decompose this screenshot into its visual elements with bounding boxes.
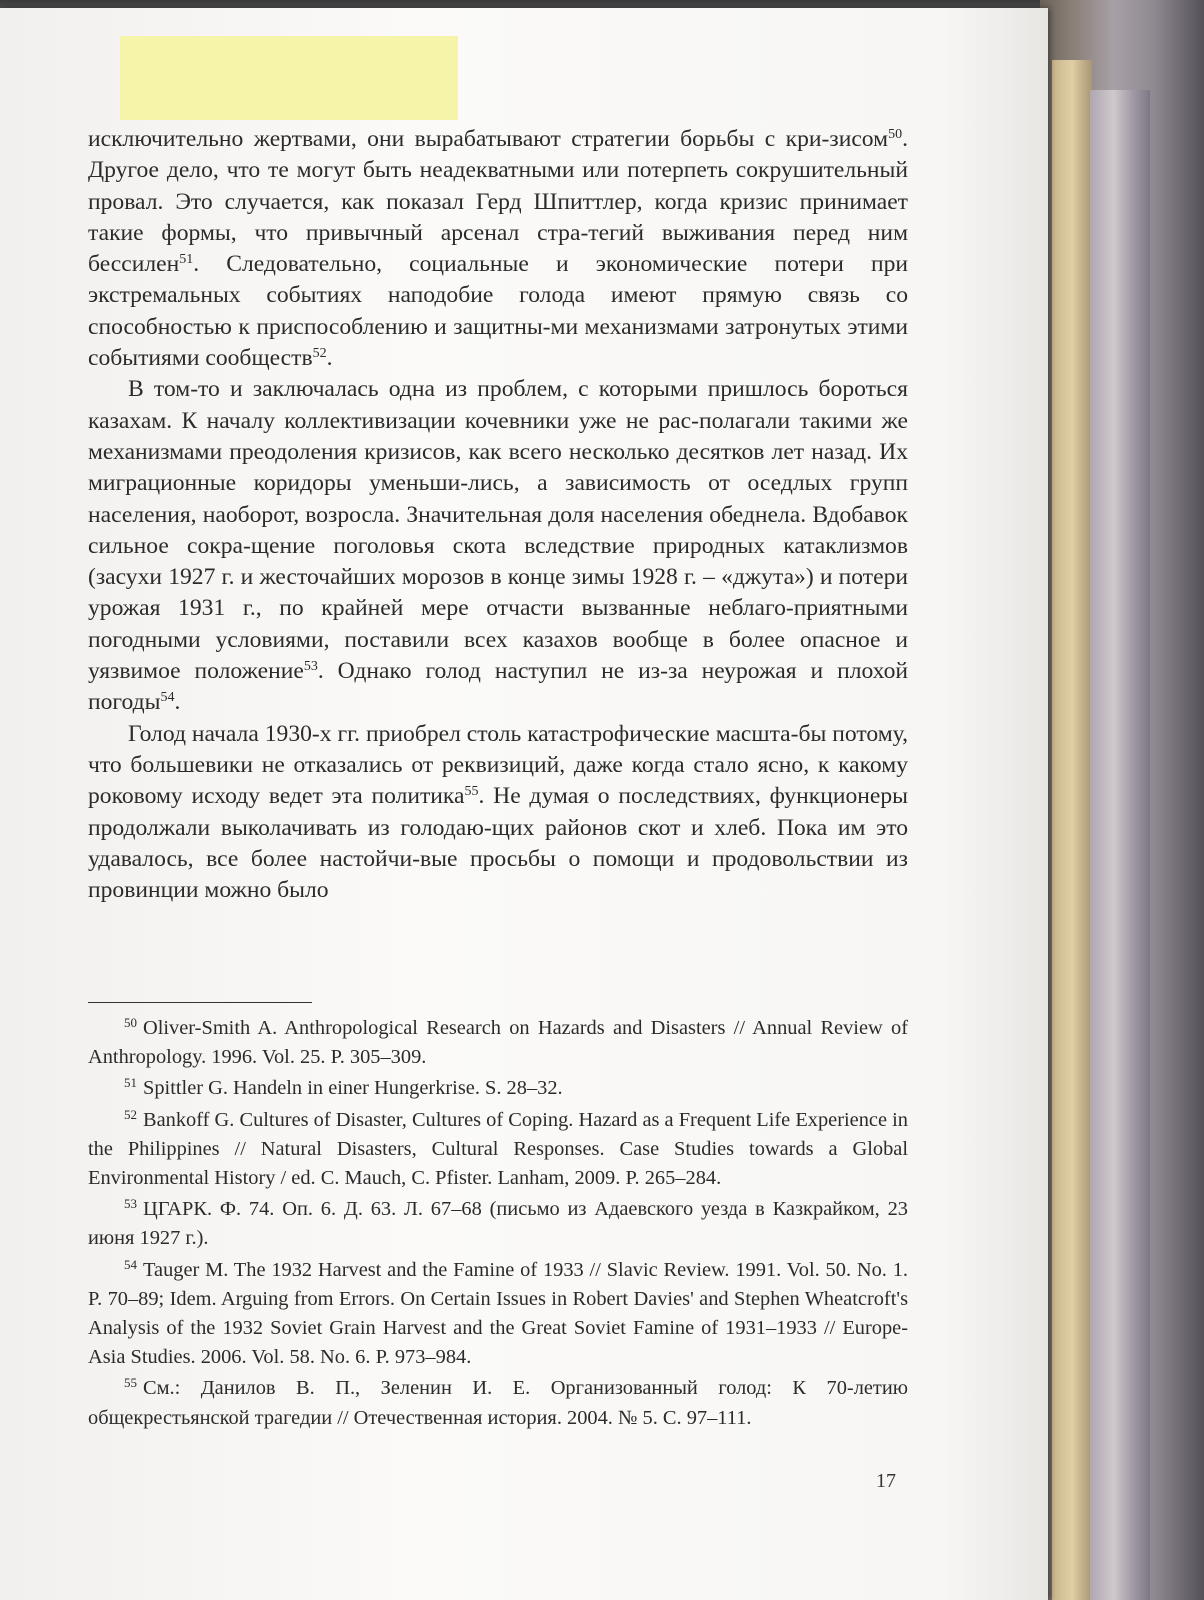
footnote-ref-52: 52 [312,346,327,362]
book-page [0,8,1048,1600]
paragraph-3: Голод начала 1930-х гг. приобрел столь катастрофические масшта-бы потому, что большевики не отказались от реквизиций, даже когда стало ясно, к какому роковому исходу ведет эта политика$^{55}$. Не думая о последствиях, функционеры продолжали выколачивать из голодаю-щих районов скот и хлеб. Пока им это удавалось, все более настойчи-вые просьбы о помощи и продовольствии из провинции можно было [88,720,908,904]
footnote-53: $^{53}$ ЦГАРК. Ф. 74. Оп. 6. Д. 63. Л. 67–68 (письмо из Адаевского уезда в Казкрайком, 23 июня 1927 г.). [88,1196,908,1250]
footnote-52: $^{52}$ Bankoff G. Cultures of Disaster, Cultures of Coping. Hazard as a Frequent Life Experience in the Philippines // Natural Disasters, Cultural Responses. Case Studies towards a Global Environmental History / ed. C. Mauch, C. Pfister. Lanham, 2009. P. 265–284. [88,1106,908,1190]
paragraph-2: В том-то и заключалась одна из проблем, с которыми пришлось бороться казахам. К началу коллективизации кочевники уже не рас-полагали такими же механизмами преодоления кризисов, как всего несколько десятков лет назад. Их миграционные коридоры уменьши-лись, а зависимость от оседлых групп населения, наоборот, возросла. Значительная доля населения обеднела. Вдобавок сильное сокра-щение поголовья скота вследствие природных катаклизмов (засухи 1927 г. и жесточайших морозов в конце зимы 1928 г. – «джута») и потери урожая 1931 г., по крайней мере отчасти вызванные неблаго-приятными погодными условиями, поставили всех казахов вообще в более опасное и уязвимое положение$^{53}$. Однако голод наступил не из-за неурожая и плохой погоды$^{54}$. [88,376,908,716]
footnote-55: $^{55}$ См.: Данилов В. П., Зеленин И. Е. Организованный голод: К 70-летию общекрестьянской трагедии // Отечественная история. 2004. № 5. С. 97–111. [88,1375,908,1429]
footnote-ref-54: 54 [160,690,175,706]
footnote-ref-51: 51 [179,252,194,268]
book-cover-edge [1090,90,1150,1600]
main-text [88,124,908,906]
footnote-ref-53: 53 [303,659,318,675]
footnote-51: $^{51}$ Spittler G. Handeln in einer Hungerkrise. S. 28–32. [124,1075,563,1100]
page-edges [1052,60,1092,1600]
footnote-ref-55: 55 [464,784,479,800]
footnote-ref-50: 50 [888,127,903,142]
footnote-divider [88,1002,312,1003]
paragraph-1: исключительно жертвами, они вырабатывают стратегии борьбы с кри-зисом$^{50}$. Другое дело, что те могут быть неадекватными или потерпеть сокрушительный провал. Это случается, как показал Герд Шпиттлер, когда кризис принимает такие формы, что привычный арсенал стра-тегий выживания перед ним бессилен$^{51}$. Следовательно, социальные и экономические потери при экстремальных событиях наподобие голода имеют прямую связь со способностью к приспособлению и защитны-ми механизмами затронутых этими событиями сообществ$^{52}$. [88,126,908,372]
footnote-54: $^{54}$ Tauger M. The 1932 Harvest and the Famine of 1933 // Slavic Review. 1991. Vol. 50. No. 1. P. 70–89; Idem. Arguing from Errors. On Certain Issues in Robert Davies' and Stephen Wheatcroft's Analysis of the 1932 Soviet Grain Harvest and the Great Soviet Famine of 1931–1933 // Europe-Asia Studies. 2006. Vol. 58. No. 6. P. 973–984. [88,1256,908,1369]
footnotes [88,1014,908,1435]
footnote-50: $^{50}$ Oliver-Smith A. Anthropological Research on Hazards and Disasters // Annual Review of Anthropology. 1996. Vol. 25. P. 305–309. [88,1015,908,1069]
page-number: 17 [876,1470,896,1492]
yellow-highlight-mark [120,36,458,120]
